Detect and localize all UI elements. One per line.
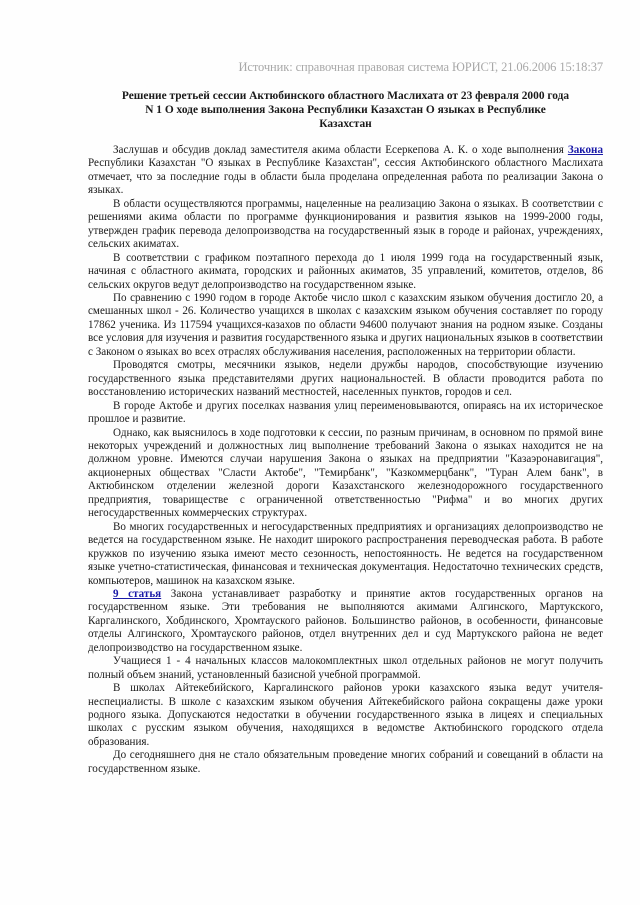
paragraph-text: Республики Казахстан "О языках в Республике Казахстан", сессия Актюбинского областного Маслихата отмечает, что за последние годы в области была проделана определенная работа по реализации Закона о языках. xyxy=(88,157,603,197)
paragraph-6: В городе Актобе и других поселках названия улиц переименовываются, опираясь на их историческое прошлое и развитие. xyxy=(88,399,603,426)
paragraph-4: По сравнению с 1990 годом в городе Актобе число школ с казахским языком обучения достигло 20, а смешанных школ - 26. Количество учащихся в школах с казахским языком обучения составляет по городу 17862 ученика. Из 117594 учащихся-казахов по области 94600 получают знания на родном языке. Созданы все условия для изучения и развития государственного языка и других национальных языков в соответствии с Законом о языках во всех отраслях обслуживания населения, расположенных на территории области. xyxy=(88,291,603,358)
paragraph-1 xyxy=(88,144,603,198)
article-9-link[interactable]: 9 статья xyxy=(113,587,162,600)
source-line: Источник: справочная правовая система ЮРИСТ, 21.06.2006 15:18:37 xyxy=(238,60,603,74)
paragraph-text: Закона устанавливает разработку и принятие актов государственных органов на государственном языке. Эти требования не выполняются акимами Алгинского, Мартукского, Каргалинского, Хобдинского, Хромтауского районов. Большинство районов, в особенности, финансовые отделы Алгинского, Хромтауского районов, отдел внутренних дел и суд Мартукского района не ведет делопроизводство на государственном языке. xyxy=(88,587,603,654)
document-body xyxy=(88,144,603,776)
paragraph-text: Заслушав и обсудив доклад заместителя акима области Есеркепова А. К. о ходе выполнения xyxy=(113,144,568,156)
paragraph-9 xyxy=(88,588,603,655)
paragraph-12: До сегодняшнего дня не стало обязательным проведение многих собраний и совещаний в области на государственном языке. xyxy=(88,749,603,775)
paragraph-3: В соответствии с графиком поэтапного перехода до 1 июля 1999 года на государственный язык, начиная с областного акимата, городских и районных акиматов, 35 управлений, комитетов, отделов, 86 сельских округов ведут делопроизводство на государственном языке. xyxy=(88,251,603,291)
paragraph-10: Учащиеся 1 - 4 начальных классов малокомплектных школ отдельных районов не могут получить полный объем знаний, установленный базисной учебной программой. xyxy=(88,655,603,681)
paragraph-11: В школах Айтекебийского, Каргалинского районов уроки казахского языка ведут учителя-неспециалисты. В школе с казахским языком обучения Айтекебийского района сокращены даже уроки родного языка. Допускаются недостатки в обучении государственного языка в лицеях и специальных школах с русским языком обучения, находящихся в ведомстве Актюбинского городского отдела образования. xyxy=(88,682,603,748)
document-title: Решение третьей сессии Актюбинского областного Маслихата от 23 февраля 2000 года N 1 О ходе выполнения Закона Республики Казахстан О языках в Республике Казахстан xyxy=(121,90,570,130)
paragraph-8: Во многих государственных и негосударственных предприятиях и организациях делопроизводство не ведется на государственном языке. Не находит широкого распространения переводческая работа. В работе кружков по изучению языка имеют место сезонность, непостоянность. Не ведется на государственном языке учетно-статистическая, финансовая и техническая документация. Недостаточно технических средств, компьютеров, машинок на казахском языке. xyxy=(88,520,603,587)
paragraph-5: Проводятся смотры, месячники языков, недели дружбы народов, способствующие изучению государственного языка представителями других национальностей. В области проводится работа по восстановлению исторических названий местностей, населенных пунктов, городов и сел. xyxy=(88,359,603,399)
paragraph-2: В области осуществляются программы, нацеленные на реализацию Закона о языках. В соответствии с решениями акима области по программе функционирования и развития языков на 1999-2000 годы, утвержден график перевода делопроизводства на государственный язык в городе и районах, учреждениях, сельских акиматах. xyxy=(88,197,603,251)
law-link[interactable]: Закона xyxy=(567,144,603,156)
paragraph-7: Однако, как выяснилось в ходе подготовки к сессии, по разным причинам, в основном по прямой вине некоторых учреждений и должностных лиц выполнение требований Закона о языках находится не на должном уровне. Имеются случаи нарушения Закона о языках на предприятии "Казаэронавигация", акционерных обществах "Сласти Актобе", "Темирбанк", "Казкоммерцбанк", "Туран Алем банк", в Актюбинском отделении железной дороги Казахстанского железнодорожного государственного предприятия, товариществе с ограниченной ответственностью "Рифма" и во многих других негосударственных коммерческих структурах. xyxy=(88,426,603,520)
